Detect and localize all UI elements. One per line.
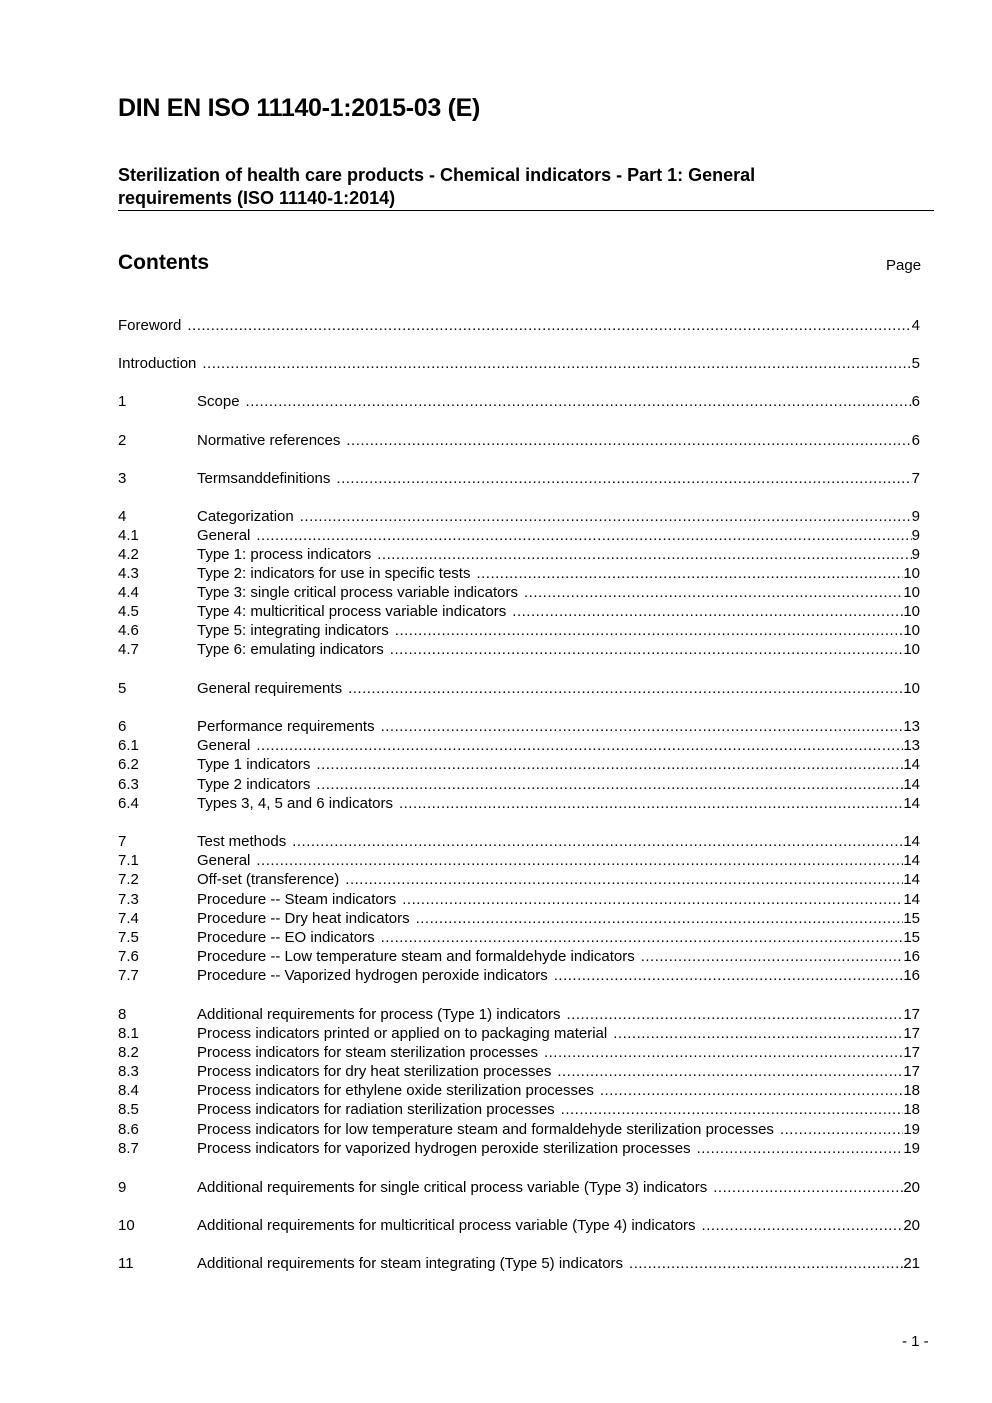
toc-entry-page: 14 [903,795,920,812]
toc-entry-title: Additional requirements for steam integrating (Type 5) indicators [197,1255,624,1272]
toc-leader-dots [416,909,904,928]
toc-leader-dots [381,717,904,736]
toc-leader-dots [381,928,904,947]
toc-leader-dots [346,431,911,450]
toc-entry[interactable] [118,736,920,755]
toc-leader-dots [316,755,903,774]
toc-leader-dots [476,564,903,583]
toc-entry-title: Types 3, 4, 5 and 6 indicators [197,795,393,812]
toc-leader-dots [702,1216,904,1235]
toc-entry-page: 19 [903,1140,920,1157]
toc-leader-dots [256,526,911,545]
document-subtitle: Sterilization of health care products - Chemical indicators - Part 1: General requirements (ISO 11140-1:2014) [118,165,756,208]
toc-entry[interactable] [118,1062,920,1081]
toc-entry-title: Additional requirements for process (Type 1) indicators [197,1006,561,1023]
toc-leader-dots [316,775,903,794]
toc-entry-page: 18 [903,1101,920,1118]
toc-entry-title: Process indicators for radiation sterilization processes [197,1101,555,1118]
toc-entry-number: 7.2 [118,871,139,888]
toc-entry[interactable] [118,1178,920,1197]
toc-entry-title: Type 1 indicators [197,756,311,773]
toc-entry-number: 6 [118,718,127,735]
toc-entry-page: 14 [903,833,920,850]
toc-entry-title: General [197,527,251,544]
toc-leader-dots [561,1100,904,1119]
toc-entry[interactable] [118,890,920,909]
toc-entry[interactable] [118,564,920,583]
toc-entry-number: 4 [118,508,127,525]
toc-entry-page: 10 [903,565,920,582]
toc-entry-title: Test methods [197,833,287,850]
toc-entry-number: 1 [118,393,127,410]
toc-entry-number: 7.3 [118,891,139,908]
toc-entry-page: 10 [903,622,920,639]
toc-entry[interactable] [118,469,920,488]
toc-entry[interactable] [118,909,920,928]
toc-entry-title: Type 2: indicators for use in specific tests [197,565,471,582]
toc-entry-page: 15 [903,929,920,946]
toc-entry-page: 10 [903,680,920,697]
toc-leader-dots [600,1081,903,1100]
toc-entry-number: 7.1 [118,852,139,869]
toc-entry[interactable] [118,870,920,889]
toc-entry-number: 4.7 [118,641,139,658]
toc-entry-number: 8.7 [118,1140,139,1157]
toc-entry-title: General [197,737,251,754]
toc-leader-dots [256,851,903,870]
toc-leader-dots [377,545,911,564]
toc-entry-page: 17 [903,1006,920,1023]
toc-leader-dots [641,947,904,966]
toc-entry[interactable] [118,794,920,813]
toc-entry-number: 4.6 [118,622,139,639]
toc-entry-number: 10 [118,1217,135,1234]
toc-entry-title: Process indicators for low temperature steam and formaldehyde sterilization processes [197,1121,774,1138]
toc-entry-title: Type 2 indicators [197,776,311,793]
toc-leader-dots [256,736,903,755]
toc-entry-title: Type 6: emulating indicators [197,641,384,658]
toc-entry-page: 21 [903,1255,920,1272]
contents-heading: Contents [118,251,209,274]
toc-entry-title: Categorization [197,508,294,525]
toc-leader-dots [300,507,912,526]
toc-leader-dots [202,354,911,373]
toc-leader-dots [557,1062,903,1081]
toc-leader-dots [524,583,903,602]
toc-entry-number: 8.4 [118,1082,139,1099]
toc-entry[interactable] [118,1139,920,1158]
toc-leader-dots [292,832,903,851]
toc-leader-dots [348,679,903,698]
toc-entry-title: Procedure -- Vaporized hydrogen peroxide indicators [197,967,548,984]
toc-entry-title: Procedure -- Dry heat indicators [197,910,410,927]
toc-entry-number: 5 [118,680,127,697]
toc-entry[interactable] [118,1216,920,1235]
toc-leader-dots [567,1005,904,1024]
toc-entry[interactable] [118,928,920,947]
toc-entry-page: 13 [903,737,920,754]
toc-entry-page: 6 [911,393,920,410]
toc-leader-dots [187,316,911,335]
toc-entry-number: 7.5 [118,929,139,946]
toc-entry[interactable] [118,1120,920,1139]
toc-entry-number: 6.2 [118,756,139,773]
toc-entry-page: 10 [903,641,920,658]
toc-entry-page: 16 [903,967,920,984]
toc-entry-number: 8.3 [118,1063,139,1080]
toc-entry-title: Type 4: multicritical process variable indicators [197,603,507,620]
toc-entry-title: Process indicators for steam sterilization processes [197,1044,538,1061]
toc-entry-number: 4.5 [118,603,139,620]
toc-entry[interactable] [118,602,920,621]
toc-entry-title: Process indicators printed or applied on to packaging material [197,1025,608,1042]
toc-entry-foreword[interactable] [118,316,920,335]
toc-entry-number: 8.6 [118,1121,139,1138]
toc-entry-title: General [197,852,251,869]
toc-entry[interactable] [118,507,920,526]
toc-leader-dots [544,1043,903,1062]
toc-entry-number: 4.3 [118,565,139,582]
toc-entry-number: 8 [118,1006,127,1023]
toc-entry-page: 14 [903,891,920,908]
toc-entry-number: 7.4 [118,910,139,927]
title-divider [118,210,934,211]
toc-entry-page: 17 [903,1025,920,1042]
toc-entry-page: 6 [911,432,920,449]
toc-entry-page: 16 [903,948,920,965]
toc-leader-dots [395,621,904,640]
toc-entry-page: 15 [903,910,920,927]
toc-leader-dots [246,392,912,411]
toc-entry-number: 6.4 [118,795,139,812]
toc-entry-title: Performance requirements [197,718,375,735]
toc-entry-page: 4 [911,317,920,334]
toc-entry-page: 19 [903,1121,920,1138]
toc-entry-title: Process indicators for ethylene oxide sterilization processes [197,1082,594,1099]
toc-leader-dots [554,966,904,985]
toc-entry-number: 4.2 [118,546,139,563]
toc-entry-title: Scope [197,393,240,410]
toc-entry-title: Introduction [118,355,197,372]
toc-entry[interactable] [118,583,920,602]
toc-entry[interactable] [118,755,920,774]
toc-entry[interactable] [118,947,920,966]
toc-entry-page: 9 [911,508,920,525]
toc-entry-number: 6.1 [118,737,139,754]
toc-entry-number: 3 [118,470,127,487]
toc-entry-title: Type 1: process indicators [197,546,372,563]
toc-entry-page: 10 [903,584,920,601]
toc-leader-dots [345,870,903,889]
toc-entry-page: 14 [903,776,920,793]
toc-entry[interactable] [118,1043,920,1062]
toc-entry-number: 7 [118,833,127,850]
toc-leader-dots [697,1139,904,1158]
toc-entry[interactable] [118,621,920,640]
toc-leader-dots [399,794,903,813]
toc-entry[interactable] [118,851,920,870]
toc-entry[interactable] [118,717,920,736]
toc-entry-number: 2 [118,432,127,449]
toc-entry-number: 7.6 [118,948,139,965]
toc-entry-title: Normative references [197,432,341,449]
toc-entry[interactable] [118,832,920,851]
toc-leader-dots [780,1120,903,1139]
page-column-heading: Page [886,257,922,274]
toc-entry-page: 14 [903,756,920,773]
toc-entry-number: 8.1 [118,1025,139,1042]
toc-entry-page: 17 [903,1044,920,1061]
toc-entry-title: General requirements [197,680,343,697]
toc-entry-number: 8.2 [118,1044,139,1061]
toc-entry[interactable] [118,966,920,985]
toc-entry-page: 7 [911,470,920,487]
toc-entry[interactable] [118,1081,920,1100]
toc-entry-number: 4.4 [118,584,139,601]
toc-entry[interactable] [118,1254,920,1273]
toc-entry-page: 14 [903,852,920,869]
toc-entry-title: Foreword [118,317,182,334]
toc-entry-title: Procedure -- Low temperature steam and formaldehyde indicators [197,948,635,965]
toc-entry-title: Type 5: integrating indicators [197,622,389,639]
toc-entry[interactable] [118,1100,920,1119]
toc-entry[interactable] [118,545,920,564]
toc-entry-title: Additional requirements for multicritical process variable (Type 4) indicators [197,1217,696,1234]
toc-entry-title: Additional requirements for single critical process variable (Type 3) indicators [197,1179,708,1196]
toc-entry-page: 14 [903,871,920,888]
toc-leader-dots [336,469,911,488]
toc-entry[interactable] [118,431,920,450]
toc-entry[interactable] [118,679,920,698]
toc-entry-introduction[interactable] [118,354,920,373]
toc-entry[interactable] [118,392,920,411]
toc-entry-number: 7.7 [118,967,139,984]
toc-leader-dots [713,1178,903,1197]
toc-entry-title: Process indicators for dry heat sterilization processes [197,1063,552,1080]
toc-entry-page: 18 [903,1082,920,1099]
toc-entry-title: Off-set (transference) [197,871,340,888]
toc-entry-page: 20 [903,1179,920,1196]
toc-entry-number: 4.1 [118,527,139,544]
toc-entry-page: 5 [911,355,920,372]
toc-entry-title: Type 3: single critical process variable indicators [197,584,518,601]
toc-entry[interactable] [118,1024,920,1043]
document-title: DIN EN ISO 11140-1:2015-03 (E) [118,94,481,122]
toc-entry[interactable] [118,526,920,545]
toc-entry-page: 10 [903,603,920,620]
toc-entry-page: 9 [911,527,920,544]
toc-leader-dots [512,602,903,621]
toc-entry-number: 11 [118,1255,134,1272]
toc-leader-dots [613,1024,903,1043]
toc-entry-title: Procedure -- Steam indicators [197,891,397,908]
toc-entry[interactable] [118,1005,920,1024]
toc-entry-page: 17 [903,1063,920,1080]
toc-entry-title: Termsanddefinitions [197,470,331,487]
toc-entry-title: Process indicators for vaporized hydrogen peroxide sterilization processes [197,1140,691,1157]
toc-leader-dots [402,890,903,909]
toc-leader-dots [629,1254,903,1273]
toc-entry-title: Procedure -- EO indicators [197,929,375,946]
toc-entry-number: 8.5 [118,1101,139,1118]
toc-leader-dots [390,640,904,659]
toc-entry-number: 9 [118,1179,127,1196]
toc-entry[interactable] [118,775,920,794]
toc-entry-page: 9 [911,546,920,563]
page-number: - 1 - [902,1333,929,1350]
toc-entry-number: 6.3 [118,776,139,793]
toc-entry[interactable] [118,640,920,659]
toc-entry-page: 13 [903,718,920,735]
toc-entry-page: 20 [903,1217,920,1234]
